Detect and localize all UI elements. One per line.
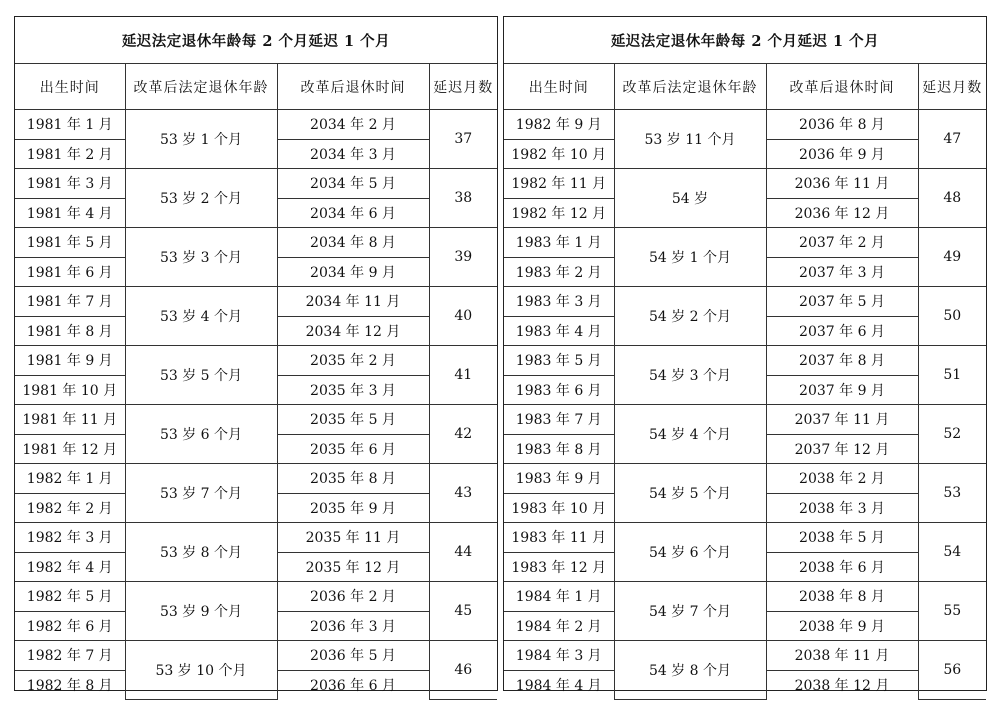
table-row	[504, 405, 986, 435]
birth-cell: 1981 年 11 月	[15, 405, 125, 435]
age-cell: 53 岁 1 个月	[125, 110, 277, 169]
birth-cell: 1982 年 10 月	[504, 139, 614, 169]
delay-cell: 38	[429, 169, 497, 228]
column-header-age: 改革后法定退休年龄	[614, 64, 766, 110]
retire-time-cell: 2038 年 8 月	[766, 582, 918, 612]
table-row	[504, 582, 986, 612]
birth-cell: 1983 年 6 月	[504, 375, 614, 405]
table-row	[504, 110, 986, 140]
birth-cell: 1983 年 11 月	[504, 523, 614, 553]
birth-cell: 1983 年 5 月	[504, 346, 614, 376]
table-row	[504, 641, 986, 671]
age-cell: 54 岁 6 个月	[614, 523, 766, 582]
birth-cell: 1983 年 9 月	[504, 464, 614, 494]
retire-time-cell: 2035 年 2 月	[277, 346, 429, 376]
age-cell: 54 岁 2 个月	[614, 287, 766, 346]
retire-time-cell: 2036 年 9 月	[766, 139, 918, 169]
birth-cell: 1981 年 1 月	[15, 110, 125, 140]
delay-cell: 46	[429, 641, 497, 700]
birth-cell: 1982 年 9 月	[504, 110, 614, 140]
retire-time-cell: 2036 年 5 月	[277, 641, 429, 671]
retire-time-cell: 2038 年 2 月	[766, 464, 918, 494]
age-cell: 53 岁 4 个月	[125, 287, 277, 346]
table-title: 延迟法定退休年龄每 2 个月延迟 1 个月	[15, 17, 497, 64]
birth-cell: 1981 年 6 月	[15, 257, 125, 287]
retire-time-cell: 2037 年 12 月	[766, 434, 918, 464]
birth-cell: 1984 年 1 月	[504, 582, 614, 612]
column-header-birth: 出生时间	[504, 64, 614, 110]
delay-cell: 44	[429, 523, 497, 582]
age-cell: 53 岁 11 个月	[614, 110, 766, 169]
retire-time-cell: 2037 年 5 月	[766, 287, 918, 317]
delay-cell: 39	[429, 228, 497, 287]
age-cell: 54 岁	[614, 169, 766, 228]
age-cell: 53 岁 8 个月	[125, 523, 277, 582]
delay-cell: 52	[918, 405, 986, 464]
table-row	[504, 287, 986, 317]
table-row	[15, 641, 497, 671]
birth-cell: 1982 年 5 月	[15, 582, 125, 612]
retirement-delay-sheet	[14, 16, 983, 694]
table-row	[504, 228, 986, 258]
table-row	[15, 464, 497, 494]
retire-time-cell: 2034 年 9 月	[277, 257, 429, 287]
retire-time-cell: 2037 年 11 月	[766, 405, 918, 435]
birth-cell: 1982 年 6 月	[15, 611, 125, 641]
retire-time-cell: 2034 年 11 月	[277, 287, 429, 317]
age-cell: 53 岁 5 个月	[125, 346, 277, 405]
age-cell: 53 岁 10 个月	[125, 641, 277, 700]
delay-cell: 49	[918, 228, 986, 287]
birth-cell: 1981 年 7 月	[15, 287, 125, 317]
retire-time-cell: 2037 年 3 月	[766, 257, 918, 287]
retire-time-cell: 2035 年 11 月	[277, 523, 429, 553]
table-row	[15, 346, 497, 376]
retire-time-cell: 2034 年 2 月	[277, 110, 429, 140]
birth-cell: 1982 年 4 月	[15, 552, 125, 582]
age-cell: 54 岁 4 个月	[614, 405, 766, 464]
birth-cell: 1982 年 12 月	[504, 198, 614, 228]
birth-cell: 1981 年 2 月	[15, 139, 125, 169]
birth-cell: 1983 年 3 月	[504, 287, 614, 317]
birth-cell: 1983 年 12 月	[504, 552, 614, 582]
column-header-time: 改革后退休时间	[766, 64, 918, 110]
retire-time-cell: 2038 年 9 月	[766, 611, 918, 641]
age-cell: 54 岁 1 个月	[614, 228, 766, 287]
retire-time-cell: 2038 年 5 月	[766, 523, 918, 553]
delay-cell: 47	[918, 110, 986, 169]
age-cell: 54 岁 3 个月	[614, 346, 766, 405]
table-row	[15, 110, 497, 140]
birth-cell: 1982 年 2 月	[15, 493, 125, 523]
birth-cell: 1981 年 8 月	[15, 316, 125, 346]
retirement-table-left	[15, 17, 497, 700]
birth-cell: 1982 年 1 月	[15, 464, 125, 494]
table-section-left	[14, 16, 498, 694]
age-cell: 54 岁 5 个月	[614, 464, 766, 523]
retire-time-cell: 2038 年 6 月	[766, 552, 918, 582]
birth-cell: 1984 年 4 月	[504, 670, 614, 699]
birth-cell: 1981 年 12 月	[15, 434, 125, 464]
birth-cell: 1983 年 2 月	[504, 257, 614, 287]
retire-time-cell: 2036 年 12 月	[766, 198, 918, 228]
retire-time-cell: 2036 年 11 月	[766, 169, 918, 199]
table-title: 延迟法定退休年龄每 2 个月延迟 1 个月	[504, 17, 986, 64]
birth-cell: 1982 年 7 月	[15, 641, 125, 671]
age-cell: 53 岁 6 个月	[125, 405, 277, 464]
retire-time-cell: 2034 年 6 月	[277, 198, 429, 228]
retire-time-cell: 2037 年 2 月	[766, 228, 918, 258]
table-row	[504, 169, 986, 199]
retire-time-cell: 2036 年 3 月	[277, 611, 429, 641]
age-cell: 53 岁 9 个月	[125, 582, 277, 641]
column-header-birth: 出生时间	[15, 64, 125, 110]
birth-cell: 1984 年 3 月	[504, 641, 614, 671]
column-header-delay: 延迟月数	[918, 64, 986, 110]
age-cell: 53 岁 2 个月	[125, 169, 277, 228]
retire-time-cell: 2034 年 3 月	[277, 139, 429, 169]
retire-time-cell: 2034 年 5 月	[277, 169, 429, 199]
retire-time-cell: 2037 年 8 月	[766, 346, 918, 376]
delay-cell: 45	[429, 582, 497, 641]
table-row	[15, 287, 497, 317]
delay-cell: 55	[918, 582, 986, 641]
retire-time-cell: 2037 年 6 月	[766, 316, 918, 346]
retire-time-cell: 2038 年 3 月	[766, 493, 918, 523]
birth-cell: 1981 年 9 月	[15, 346, 125, 376]
birth-cell: 1984 年 2 月	[504, 611, 614, 641]
age-cell: 54 岁 8 个月	[614, 641, 766, 700]
table-row	[15, 169, 497, 199]
age-cell: 53 岁 3 个月	[125, 228, 277, 287]
birth-cell: 1982 年 8 月	[15, 670, 125, 699]
table-row	[15, 405, 497, 435]
column-header-age: 改革后法定退休年龄	[125, 64, 277, 110]
birth-cell: 1983 年 4 月	[504, 316, 614, 346]
retire-time-cell: 2037 年 9 月	[766, 375, 918, 405]
retirement-table-right	[504, 17, 986, 700]
table-row	[15, 228, 497, 258]
retire-time-cell: 2036 年 2 月	[277, 582, 429, 612]
retire-time-cell: 2035 年 3 月	[277, 375, 429, 405]
table-section-right	[503, 16, 987, 694]
birth-cell: 1983 年 10 月	[504, 493, 614, 523]
birth-cell: 1983 年 1 月	[504, 228, 614, 258]
birth-cell: 1981 年 10 月	[15, 375, 125, 405]
birth-cell: 1982 年 3 月	[15, 523, 125, 553]
birth-cell: 1983 年 7 月	[504, 405, 614, 435]
birth-cell: 1981 年 3 月	[15, 169, 125, 199]
delay-cell: 51	[918, 346, 986, 405]
delay-cell: 37	[429, 110, 497, 169]
birth-cell: 1983 年 8 月	[504, 434, 614, 464]
retire-time-cell: 2035 年 5 月	[277, 405, 429, 435]
delay-cell: 56	[918, 641, 986, 700]
retire-time-cell: 2036 年 8 月	[766, 110, 918, 140]
delay-cell: 54	[918, 523, 986, 582]
age-cell: 53 岁 7 个月	[125, 464, 277, 523]
retire-time-cell: 2035 年 12 月	[277, 552, 429, 582]
retire-time-cell: 2036 年 6 月	[277, 670, 429, 699]
table-row	[504, 464, 986, 494]
birth-cell: 1981 年 4 月	[15, 198, 125, 228]
delay-cell: 42	[429, 405, 497, 464]
table-row	[15, 582, 497, 612]
birth-cell: 1982 年 11 月	[504, 169, 614, 199]
table-row	[504, 346, 986, 376]
age-cell: 54 岁 7 个月	[614, 582, 766, 641]
retire-time-cell: 2035 年 6 月	[277, 434, 429, 464]
delay-cell: 43	[429, 464, 497, 523]
retire-time-cell: 2035 年 9 月	[277, 493, 429, 523]
table-row	[15, 523, 497, 553]
retire-time-cell: 2038 年 12 月	[766, 670, 918, 699]
table-row	[504, 523, 986, 553]
retire-time-cell: 2034 年 12 月	[277, 316, 429, 346]
delay-cell: 53	[918, 464, 986, 523]
retire-time-cell: 2034 年 8 月	[277, 228, 429, 258]
delay-cell: 41	[429, 346, 497, 405]
delay-cell: 40	[429, 287, 497, 346]
retire-time-cell: 2038 年 11 月	[766, 641, 918, 671]
delay-cell: 50	[918, 287, 986, 346]
delay-cell: 48	[918, 169, 986, 228]
column-header-delay: 延迟月数	[429, 64, 497, 110]
birth-cell: 1981 年 5 月	[15, 228, 125, 258]
column-header-time: 改革后退休时间	[277, 64, 429, 110]
retire-time-cell: 2035 年 8 月	[277, 464, 429, 494]
